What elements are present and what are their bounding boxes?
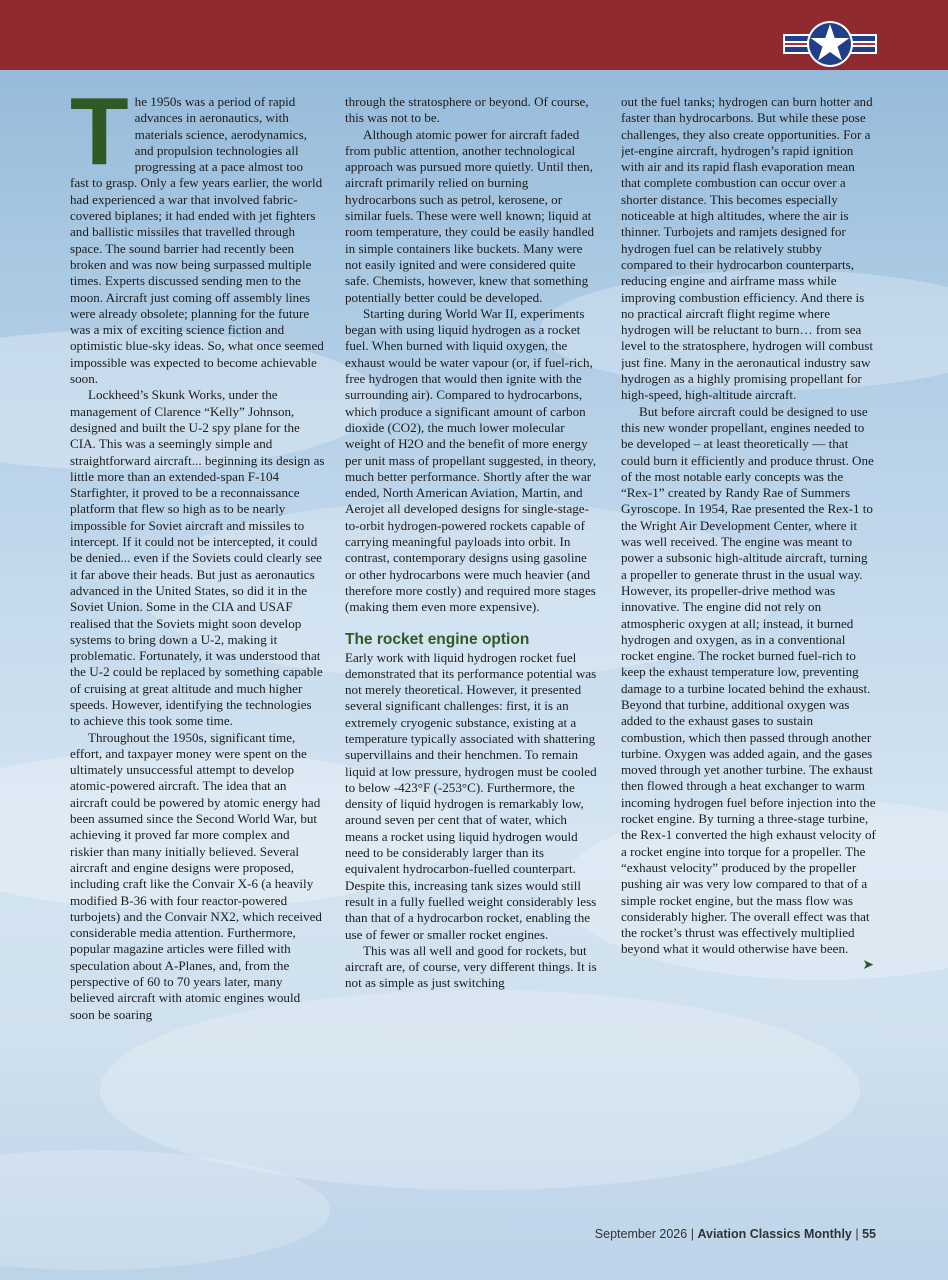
publication-name: Aviation Classics Monthly xyxy=(697,1227,852,1241)
article-paragraph: Lockheed’s Skunk Works, under the management of Clarence “Kelly” Johnson, designed and built the U-2 spy plane for the CIA. This was a seemingly simple and straightforward aircraft... beginning its design as little more than an extended-span F-104 Starfighter, it proved to be a reconnaissance platform that flew so high as to be nearly impossible for Soviet aircraft and missiles to intercept. If it could not be intercepted, it could be denied... even if the Soviets could clearly see it far above their heads. But just as aeronautics advanced in the United States, so did it in the Soviet Union. Some in the CIA and USAF realised that the Soviets might soon develop systems to bring down a U-2, making it problematic. Fortunately, it was understood that the U-2 could be replaced by something capable of cruising at great altitude and much higher speeds. However, identifying the technologies to achieve this took some time. xyxy=(70,387,325,729)
section-subheading: The rocket engine option xyxy=(345,630,530,648)
article-paragraph: Although atomic power for aircraft faded from public attention, another technological approach was pursued more quietly. Until then, aircraft primarily relied on burning hydrocarbons such as petrol, kerosene, or similar fuels. These were well known; liquid at room temperature, they could be easily handled in simple containers like buckets. Many were not easily ignited and were considered quite safe. Chemists, however, knew that something potentially better could be developed. xyxy=(345,126,595,305)
article-paragraph: he 1950s was a period of rapid advances in aeronautics, with materials science, aerodynamics, and propulsion technologies all progressing at a pace almost too fast to grasp. Only a few years earlier, the world had experienced a war that involved fabric-covered biplanes; it had ended with jet fighters and ballistic missiles that travelled through space. The sound barrier had recently been broken and was now being surpassed multiple times. Experts discussed sending men to the moon. Aircraft just coming off assembly lines were already obsolete; planning for the future was a mix of exciting science fiction and optimistic blue-sky ideas. So, what once seemed impossible was expected to become achievable soon. xyxy=(70,94,324,387)
article-paragraph: Early work with liquid hydrogen rocket fuel demonstrated that its performance potential was not merely theoretical. However, it presented several significant challenges: first, it is an extremely cryogenic substance, existing at a temperature typically associated with shattering supervillains and their henchmen. To remain liquid at low pressure, hydrogen must be cooled to below -423°F (-253°C). Furthermore, the density of liquid hydrogen is remarkably low, around seven per cent that of water, which means a rocket using liquid hydrogen would need to be considerably larger than its equivalent hydrocarbon-fuelled counterpart. Despite this, increasing tank sizes would still result in a fully fuelled weight considerably less than that of a hydrocarbon rocket, enabling the use of fewer or smaller rocket engines. xyxy=(345,649,597,942)
article-paragraph: out the fuel tanks; hydrogen can burn hotter and faster than hydrocarbons. But while these pose challenges, they also create opportunities. For a jet-engine aircraft, hydrogen’s rapid ignition with air and its rapid flash evaporation mean that complete combustion can occur over a shorter distance. This becomes especially noticeable at high altitudes, where the air is thinner. Turbojets and ramjets designed for hydrogen fuel can be relatively stubby compared to their hydrocarbon counterparts, reducing engine and airframe mass while improving combustion efficiency. And there is no practical aircraft flight regime where hydrogen will be reluctant to burn… from sea level to the stratosphere, hydrogen will combust just fine. Many in the aeronautical industry saw hydrogen as a highly promising propellant for high-speed, high-altitude aircraft. xyxy=(621,94,873,403)
article-column-1 xyxy=(70,94,325,1204)
article-paragraph: Starting during World War II, experiments began with using liquid hydrogen as a rocket fuel. When burned with liquid oxygen, the exhaust would be water vapour (or, if fuel-rich, free hydrogen that would then ignite with the surrounding air). Compared to hydrocarbons, which produce a significant amount of carbon dioxide (CO2), the much lower molecular weight of H2O and the benefit of more energy per unit mass of propellant suggested, in theory, much better performance. Shortly after the war ended, North American Aviation, Martin, and Aerojet all developed designs for single-stage-to-orbit hydrogen-powered rockets capable of carrying meaningful payloads into orbit. In contrast, contemporary designs using gasoline or other hydrocarbons were much heavier (and therefore more costly) and required more stages (making them even more expensive). xyxy=(345,305,597,615)
article-column-2 xyxy=(345,94,600,1204)
article-paragraph: This was all well and good for rockets, but aircraft are, of course, very different things. It is not as simple as just switching xyxy=(345,942,597,991)
article-column-3 xyxy=(621,94,876,1204)
footer-separator: | xyxy=(690,1227,694,1241)
page-header-band xyxy=(0,0,948,70)
article-paragraph xyxy=(621,403,876,973)
star-roundel-icon xyxy=(783,20,877,68)
issue-date: September 2026 xyxy=(594,1227,688,1241)
arrow-right-icon: ➤ xyxy=(862,957,874,973)
page-footer xyxy=(595,1227,876,1241)
footer-separator: | xyxy=(855,1227,859,1241)
page-number: 55 xyxy=(862,1227,876,1241)
drop-cap: T xyxy=(70,94,129,185)
article-paragraph-text: But before aircraft could be designed to use this new wonder propellant, engines needed to be developed – at least theoretically — that could burn it efficiently and produce thrust. One of the most notable early concepts was the “Rex-1” created by Randy Rae of Summers Gyroscope. In 1954, Rae presented the Rex-1 to the Wright Air Development Center, where it was well received. The engine was meant to power a subsonic high-altitude aircraft, turning a propeller to generate thrust in the usual way. However, its propeller-drive method was innovative. The engine did not rely on atmospheric oxygen at all; instead, it burned hydrogen and oxygen, as in a conventional rocket engine. The rocket burned fuel-rich to keep the exhaust temperature low, preventing damage to a turbine located behind the exhaust. Beyond that turbine, additional oxygen was added to the exhaust gases to sustain combustion, which then passed through another turbine. Oxygen was added again, and the gases moved through yet another turbine. The exhaust then flowed through a heat exchanger to warm incoming hydrogen fuel before injection into the rocket engine. By turning a three-stage turbine, the Rex-1 converted the high exhaust velocity of a rocket engine into torque for a propeller. The “exhaust velocity” produced by the propeller pushing air was very low compared to that of a simple rocket engine, but the mass flow was considerably higher. The overall effect was that the rocket’s thrust was effectively multiplied beyond what it would otherwise have been. xyxy=(621,403,876,957)
article-paragraph: through the stratosphere or beyond. Of course, this was not to be. xyxy=(345,94,589,126)
article-paragraph: Throughout the 1950s, significant time, effort, and taxpayer money were spent on the ultimately unsuccessful attempt to develop atomic-powered aircraft. The idea that an aircraft could be powered by atomic energy had been assumed since the Second World War, but achieving it proved far more complex and riskier than many initially believed. Several aircraft and engine designs were proposed, including craft like the Convair X-6 (a heavily modified B-36 with four reactor-powered turbojets) and the Convair NX2, which received considerable media attention. Furthermore, popular magazine articles were filled with speculation about A-Planes, and, from the perspective of 60 to 70 years later, many believed aircraft with atomic engines would soon be soaring xyxy=(70,729,322,1022)
